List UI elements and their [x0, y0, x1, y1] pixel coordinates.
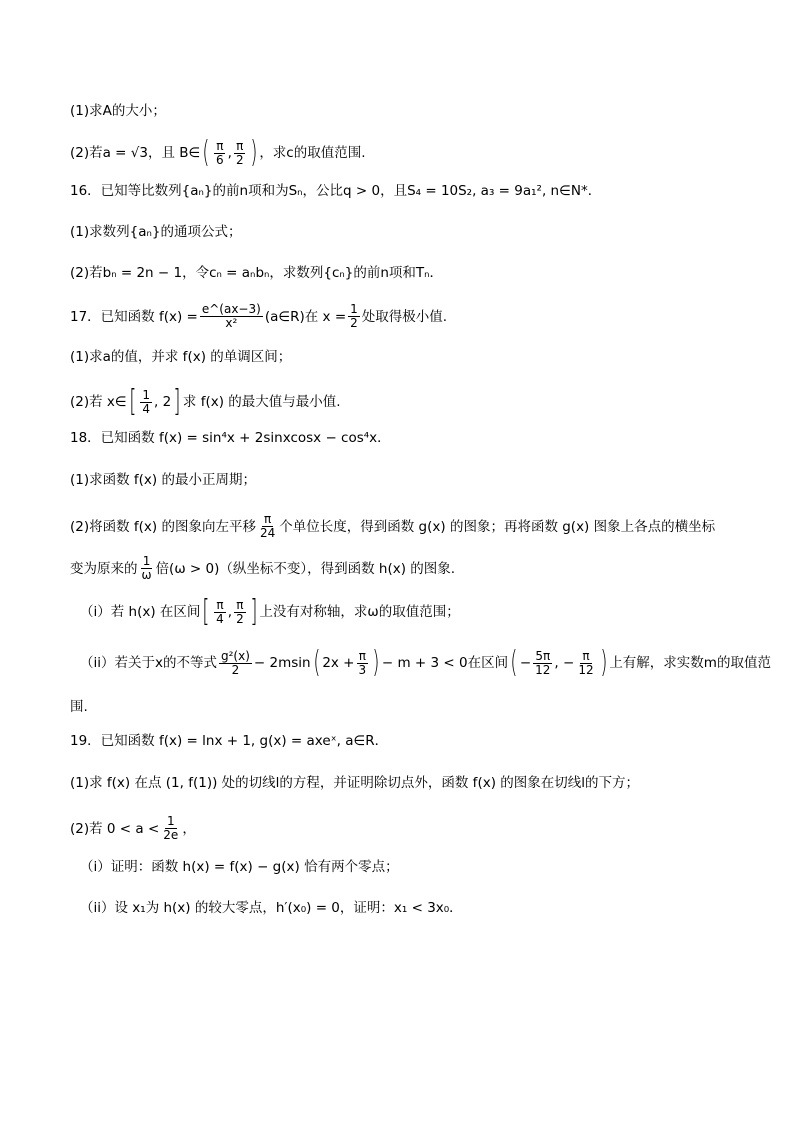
q16-stem-text: 16．已知等比数列{aₙ}的前n项和为Sₙ，公比q > 0，且S₄ = 10S₂, a₃ = 9a₁², n∈N*．	[70, 183, 602, 199]
q19-subpart-i	[80, 857, 399, 877]
fraction	[234, 140, 246, 167]
bracket-open: [	[129, 384, 137, 419]
q19-part2-b: ，	[182, 820, 196, 837]
q18-part2-d: 倍(ω > 0)（纵坐标不变），得到函数 h(x) 的图象.	[155, 560, 456, 577]
fraction-den: 12	[535, 662, 551, 677]
fraction-den: 2	[236, 611, 244, 626]
fraction-num: π	[216, 597, 224, 612]
q16-stem	[70, 181, 601, 201]
fraction-den: x²	[225, 316, 238, 330]
q19-i-text: （i）证明：函数 h(x) = f(x) − g(x) 恰有两个零点；	[80, 859, 399, 875]
q18-i-b: 上没有对称轴，求ω的取值范围；	[259, 604, 460, 620]
q16-part2	[70, 263, 443, 283]
fraction-num: g²(x)	[221, 648, 250, 663]
q18-i-a: （i）若 h(x) 在区间	[80, 604, 201, 620]
fraction-num: π	[236, 597, 244, 612]
q15-part1-text: (1)求A的大小；	[70, 103, 166, 119]
fraction	[576, 650, 595, 677]
q17-part1-text: (1)求a的值，并求 f(x) 的单调区间；	[70, 349, 292, 365]
q18-part2-line2	[70, 555, 455, 582]
q19-part2-a: (2)若 0 < a <	[70, 820, 160, 837]
q19-subpart-ii	[80, 898, 463, 918]
fraction	[140, 389, 152, 416]
fraction-num: e^(ax−3)	[201, 302, 261, 316]
q19-stem-text: 19．已知函数 f(x) = lnx + 1, g(x) = axeˣ, a∈R．	[70, 733, 389, 749]
q18-ii-b: − 2msin	[253, 655, 311, 671]
q18-ii-h: 围.	[70, 699, 88, 715]
q16-part2-text: (2)若bₙ = 2n − 1，令cₙ = aₙbₙ，求数列{cₙ}的前n项和Tₙ．	[70, 265, 444, 281]
q18-part2-b: 个单位长度，得到函数 g(x) 的图象；再将函数 g(x) 图象上各点的横坐标	[279, 518, 716, 535]
fraction-den: 2e	[163, 828, 179, 842]
fraction-num: 1	[166, 814, 175, 828]
q18-part2-line1	[70, 513, 715, 540]
fraction-num: 1	[142, 387, 151, 402]
q17-stem	[70, 303, 447, 330]
fraction-den: 6	[216, 152, 224, 167]
q17-part2	[70, 384, 341, 419]
q18-stem-text: 18．已知函数 f(x) = sin⁴x + 2sinxcosx − cos⁴x．	[70, 430, 391, 446]
fraction-num: π	[582, 648, 590, 663]
q18-subpart-ii	[80, 645, 771, 680]
q18-ii-f: , −	[554, 655, 575, 671]
fraction-den: 4	[142, 401, 151, 416]
paren-open: (	[312, 645, 320, 680]
bracket-close: ]	[250, 594, 258, 629]
q18-stem	[70, 428, 391, 448]
q18-part1-text: (1)求函数 f(x) 的最小正周期；	[70, 472, 256, 488]
q15-part2-text-a: (2)若a = √3，且 B∈	[70, 145, 201, 161]
fraction	[348, 303, 360, 330]
fraction-num: π	[264, 512, 272, 526]
fraction	[533, 650, 552, 677]
bracket-open: (	[202, 135, 210, 170]
fraction	[200, 303, 263, 330]
fraction	[140, 555, 154, 582]
q18-ii-e: −	[519, 655, 532, 671]
q18-ii-g: 上有解，求实数m的取值范	[609, 655, 771, 671]
fraction-den: 2	[350, 316, 358, 330]
fraction-num: 1	[350, 302, 358, 316]
fraction	[357, 650, 369, 677]
fraction-den: 3	[358, 662, 367, 677]
fraction-den: 4	[216, 611, 224, 626]
q18-ii-d: − m + 3 < 0在区间	[381, 655, 509, 671]
q17-stem-a: 17．已知函数 f(x) =	[70, 308, 198, 325]
q15-part1	[70, 101, 166, 121]
fraction-num: π	[358, 648, 366, 663]
q17-stem-b: (a∈R)在 x =	[264, 308, 347, 325]
fraction-den: 2	[231, 662, 240, 677]
paren-close: )	[599, 645, 607, 680]
q18-part2-c: 变为原来的	[70, 560, 138, 577]
q16-part1	[70, 222, 241, 242]
q17-part1	[70, 347, 291, 367]
q19-ii-text: （ii）设 x₁为 h(x) 的较大零点，h′(x₀) = 0，证明：x₁ < 3x₀．	[80, 900, 463, 916]
q19-part2	[70, 815, 196, 842]
q18-subpart-i: （i）若 h(x) 在区间 [ $\frac{\pi}{4}$ , $\frac{\pi}{2}$ ] 上没有对称轴，求ω的取值范围；	[80, 594, 460, 629]
fraction-den: 12	[578, 662, 594, 677]
q19-part1	[70, 773, 639, 793]
fraction	[214, 140, 226, 167]
paren-open: (	[510, 645, 518, 680]
q18-part1	[70, 470, 256, 490]
q18-subpart-ii-cont	[70, 697, 88, 717]
fraction-den: 2	[235, 152, 244, 167]
q19-part1-text: (1)求 f(x) 在点 (1, f(1)) 处的切线l的方程，并证明除切点外，函数 f(x) 的图象在切线l的下方；	[70, 775, 640, 791]
q18-part2-a: (2)将函数 f(x) 的图象向左平移	[70, 518, 256, 535]
fraction-num: 5π	[535, 648, 551, 663]
bracket-close: ]	[173, 384, 181, 419]
q17-stem-c: 处取得极小值.	[361, 308, 448, 325]
fraction	[219, 650, 252, 677]
fraction	[161, 815, 180, 842]
q16-part1-text: (1)求数列{aₙ}的通项公式；	[70, 224, 242, 240]
q18-ii-c: 2x +	[322, 655, 355, 671]
fraction-num: π	[236, 138, 244, 153]
fraction-num: 1	[142, 554, 151, 568]
q19-stem	[70, 731, 388, 751]
bracket-open: [	[202, 594, 210, 629]
fraction-den: ω	[141, 568, 152, 582]
q17-part2-a: (2)若 x∈	[70, 394, 127, 410]
fraction	[214, 599, 226, 626]
paren-close: )	[372, 645, 380, 680]
q15-part2: (2)若a = √3，且 B∈ ( $\frac{\pi}{6}$ , $\frac{\pi}{2}$ ) ，求c的取值范围.	[70, 135, 366, 170]
q18-ii-a: （ii）若关于x的不等式	[80, 655, 217, 671]
q15-part2-text-b: ，求c的取值范围.	[259, 145, 366, 161]
fraction-den: 24	[259, 526, 276, 540]
q17-part2-b: , 2	[154, 394, 172, 410]
q17-part2-c: 求 f(x) 的最大值与最小值.	[182, 394, 341, 410]
bracket-close: )	[249, 135, 257, 170]
fraction-num: π	[216, 138, 224, 153]
fraction	[258, 513, 277, 540]
fraction	[234, 599, 246, 626]
